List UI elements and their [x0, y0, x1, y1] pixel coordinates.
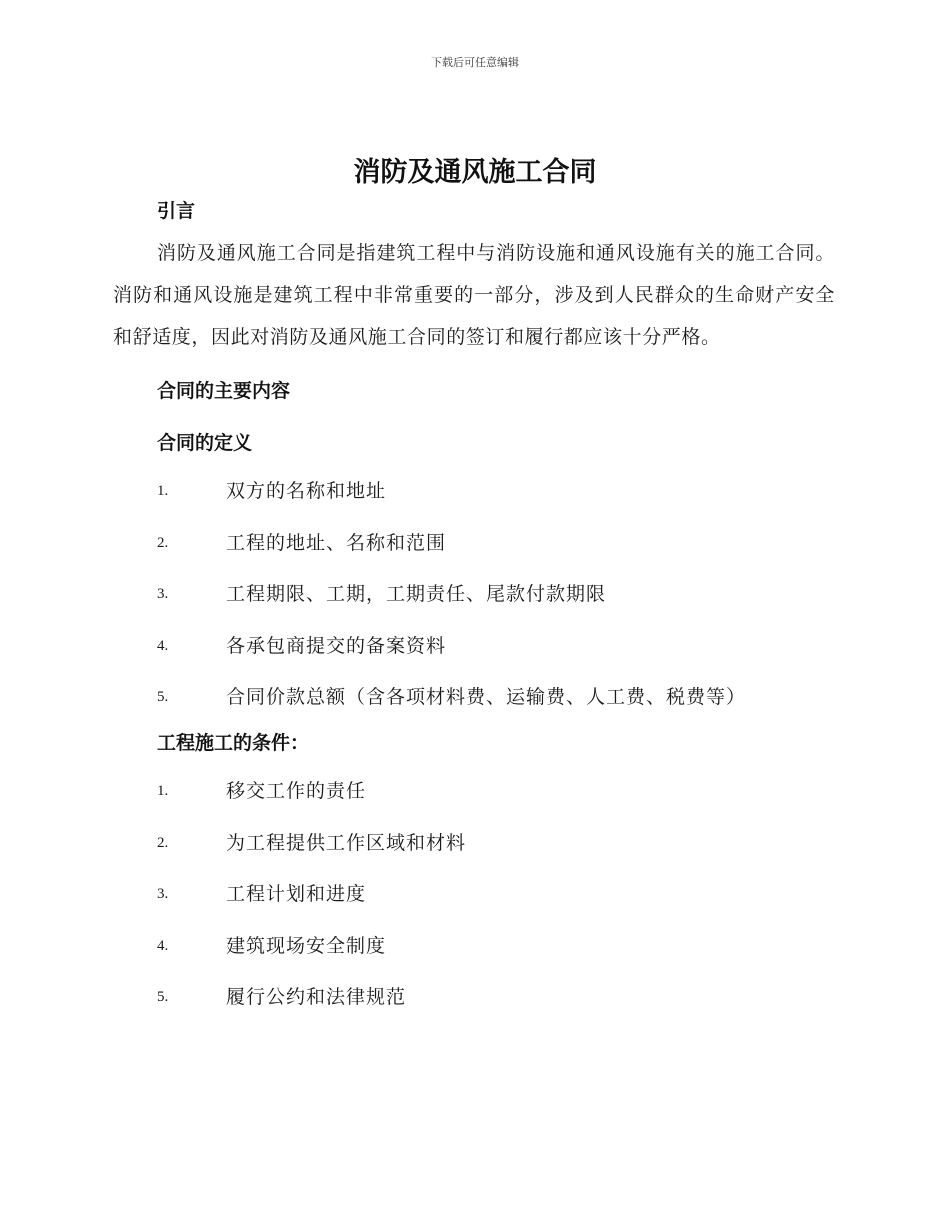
list-text: 移交工作的责任	[226, 779, 367, 802]
list-text: 合同价款总额（含各项材料费、运输费、人工费、税费等）	[226, 686, 747, 709]
list-item	[113, 972, 835, 1024]
list-text: 工程的地址、名称和范围	[226, 531, 447, 554]
list-number: 2.	[157, 534, 169, 551]
list-number: 5.	[157, 989, 169, 1006]
main-content-heading: 合同的主要内容	[157, 380, 291, 402]
list-text: 双方的名称和地址	[226, 480, 387, 502]
list-item	[113, 621, 835, 673]
list-item	[113, 766, 835, 818]
list-number: 4.	[157, 937, 169, 954]
list-item	[113, 518, 835, 570]
document-body	[113, 196, 835, 1024]
list-number: 3.	[157, 586, 169, 603]
list-item	[113, 869, 835, 921]
list-item	[113, 818, 835, 870]
list-text: 工程期限、工期，工期责任、尾款付款期限	[226, 583, 607, 606]
intro-paragraph: 消防及通风施工合同是指建筑工程中与消防设施和通风设施有关的施工合同。消防和通风设施是建筑工程中非常重要的一部分，涉及到人民群众的生命财产安全和舒适度，因此对消防及通风施工合同的签订和履行都应该十分严格。	[113, 242, 835, 348]
document-title: 消防及通风施工合同	[353, 157, 597, 188]
conditions-list	[113, 766, 835, 1024]
list-text: 工程计划和进度	[226, 883, 367, 906]
definition-list	[113, 466, 835, 724]
list-item	[113, 569, 835, 621]
list-text: 各承包商提交的备案资料	[226, 634, 447, 657]
list-item	[113, 466, 835, 518]
list-text: 履行公约和法律规范	[226, 986, 407, 1009]
header-note: 下载后可任意编辑	[431, 56, 519, 69]
list-number: 1.	[157, 782, 169, 799]
intro-heading: 引言	[157, 200, 196, 222]
list-text: 为工程提供工作区域和材料	[226, 831, 467, 854]
list-item	[113, 672, 835, 724]
list-number: 5.	[157, 689, 169, 706]
list-number: 4.	[157, 637, 169, 654]
definition-heading: 合同的定义	[157, 432, 253, 454]
conditions-heading: 工程施工的条件：	[157, 731, 310, 754]
list-number: 2.	[157, 834, 169, 851]
list-item	[113, 921, 835, 973]
list-number: 3.	[157, 886, 169, 903]
list-number: 1.	[157, 483, 169, 499]
list-text: 建筑现场安全制度	[226, 934, 387, 957]
